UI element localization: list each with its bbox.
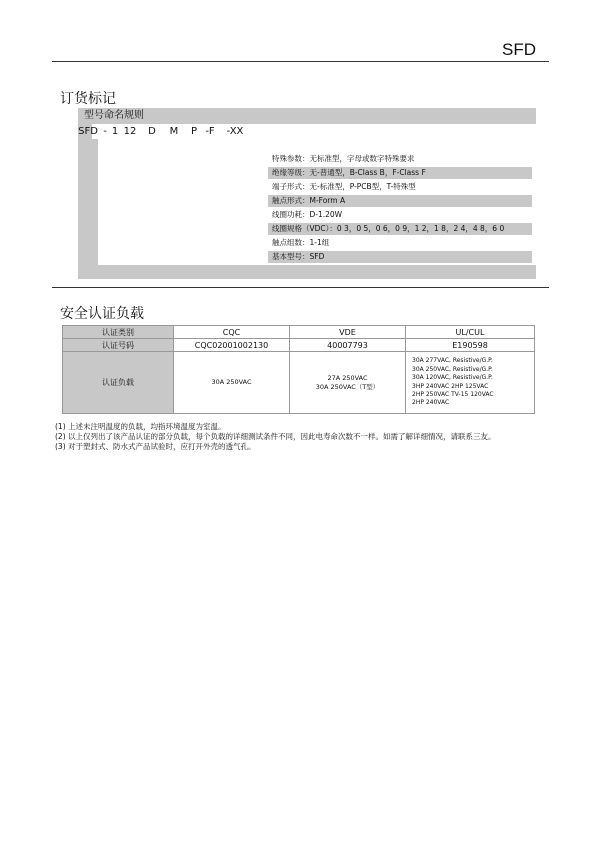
code-part: 12 — [123, 126, 137, 137]
load-line: 30A 277VAC, Resistive/G.P. — [412, 357, 493, 365]
rule-row: 线圈功耗：D-1.20W — [268, 209, 532, 221]
cert-title: 安全认证负载 — [60, 306, 144, 322]
rule-row: 线圈规格（VDC）：0 3，0 5，0 6，0 9，1 2，1 8，2 4，4 8，6 0 — [268, 223, 532, 235]
row-label: 认证号码 — [63, 339, 174, 352]
code-part: M — [169, 126, 179, 137]
code-part: 1 — [111, 126, 119, 137]
cert-load-cqc — [174, 352, 290, 414]
load-line: 3HP 240VAC 2HP 125VAC — [412, 382, 489, 390]
notes — [55, 422, 496, 452]
load-line: 30A 250VAC, Resistive/G.P. — [412, 365, 493, 373]
cert-col-name: VDE — [290, 326, 406, 339]
header-rule — [52, 61, 549, 62]
note: (3) 对于塑封式、防水式产品试验时，应打开外壳的透气孔。 — [55, 442, 256, 451]
rule-row: 触点组数：1-1组 — [268, 237, 532, 249]
cert-number: E190598 — [406, 339, 535, 352]
rule-row: 基本型号：SFD — [268, 251, 532, 263]
naming-rule-header: 型号命名规则 — [78, 108, 536, 124]
rule-row: 绝缘等级：无-普通型，B-Class B，F-Class F — [268, 167, 532, 179]
cert-col-name: UL/CUL — [406, 326, 535, 339]
cert-number: 40007793 — [290, 339, 406, 352]
ordering-diagram — [78, 108, 536, 279]
code-part: SFD — [78, 126, 98, 137]
note: (1) 上述未注明温度的负载，均指环境温度为室温。 — [55, 422, 226, 431]
load-line: 30A 120VAC, Resistive/G.P. — [412, 374, 493, 382]
load-line: 2HP 250VAC TV-15 120VAC — [412, 390, 494, 398]
rule-row: 端子形式：无-标准型，P-PCB型，T-特殊型 — [268, 181, 532, 193]
load-line: 30A 250VAC（T型） — [315, 382, 380, 391]
model-code: SFD — [502, 40, 536, 59]
code-part: -XX — [226, 126, 244, 137]
code-part: P — [190, 126, 198, 137]
load-line: 30A 250VAC — [211, 378, 252, 386]
section-rule — [52, 287, 549, 288]
row-label: 认证负载 — [63, 352, 174, 414]
code-part: D — [148, 126, 156, 137]
load-line: 2HP 240VAC — [412, 399, 450, 407]
cert-number: CQC02001002130 — [174, 339, 290, 352]
cert-load-vde — [290, 352, 406, 414]
cert-load-ul — [406, 352, 535, 414]
note: (2) 以上仅列出了该产品认证的部分负载，每个负载的详细测试条件不同，因此电寿命次数不一样。如需了解详细情况，请联系三友。 — [55, 432, 496, 441]
code-part: - — [103, 126, 107, 137]
cert-table — [62, 325, 535, 414]
code-part: -F — [205, 126, 215, 137]
cert-col-name: CQC — [174, 326, 290, 339]
rule-row: 触点形式：M-Form A — [268, 195, 532, 207]
row-label: 认证类别 — [63, 326, 174, 339]
rule-row: 特殊参数：无标准型，字母或数字特殊要求 — [268, 153, 532, 165]
ordering-title: 订货标记 — [60, 91, 116, 107]
load-line: 27A 250VAC — [327, 373, 368, 382]
